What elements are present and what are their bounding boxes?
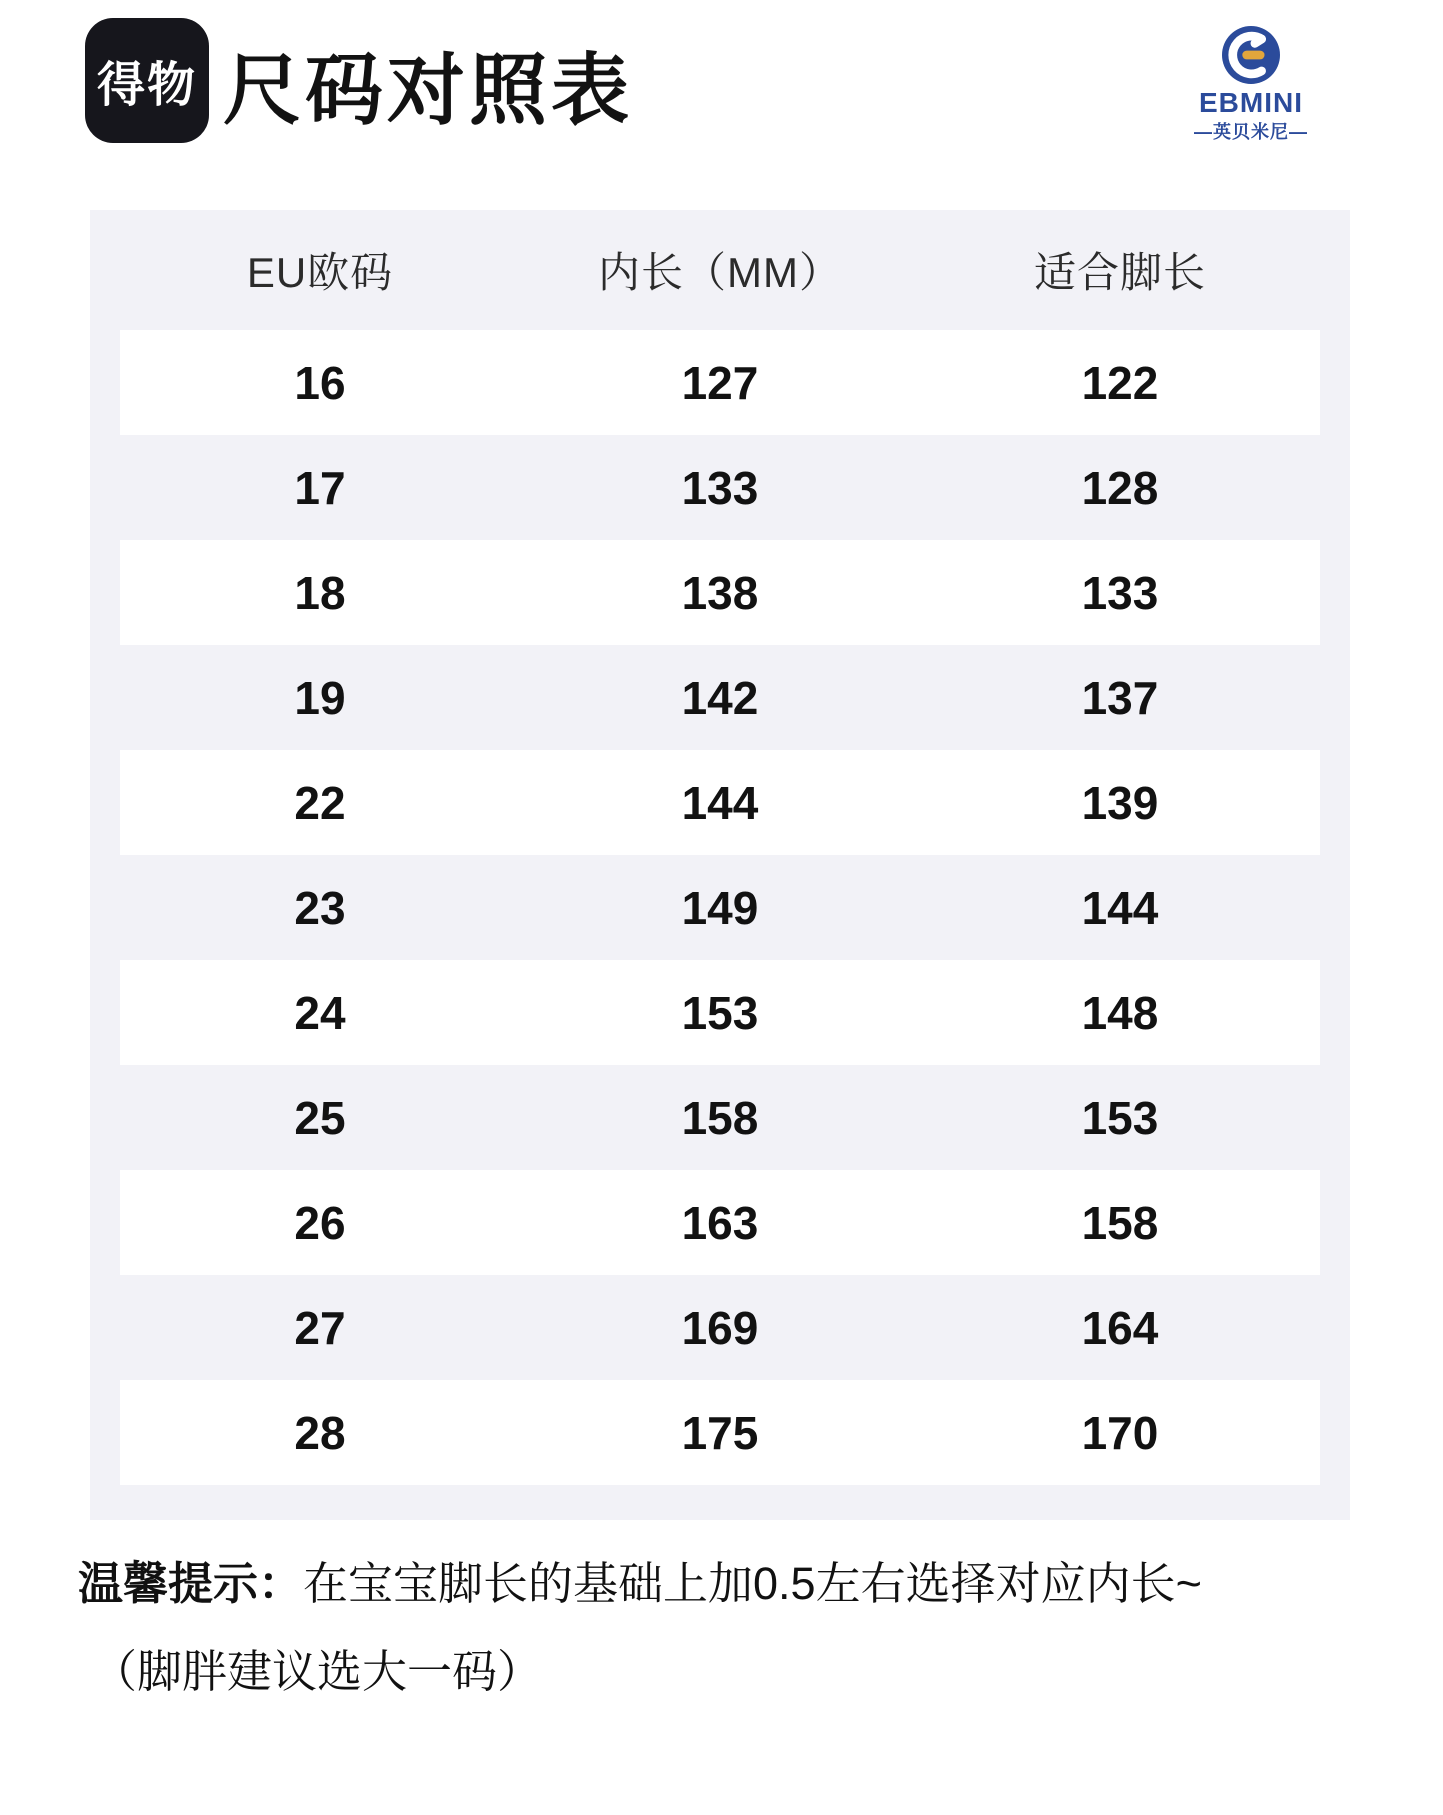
table-row (120, 1275, 1320, 1380)
foot-length-cell: 170 (1081, 1406, 1159, 1459)
table-body (120, 330, 1320, 1485)
inner-length-cell: 142 (681, 671, 759, 724)
dewu-logo-text: 得物 (96, 59, 197, 112)
foot-length-cell: 158 (1081, 1196, 1159, 1249)
table-row (120, 645, 1320, 750)
column-header-inner-length: 内长（MM） (597, 249, 842, 296)
tip-label: 温馨提示： (78, 1558, 304, 1609)
eu-size-cell: 17 (294, 461, 346, 514)
inner-length-cell: 163 (681, 1196, 759, 1249)
eu-size-cell: 18 (294, 566, 346, 619)
tip-note (78, 1556, 1383, 1701)
table-row (120, 960, 1320, 1065)
table-row (120, 855, 1320, 960)
page-header (0, 0, 1443, 210)
foot-length-cell: 133 (1081, 566, 1159, 619)
eu-size-cell: 19 (294, 671, 346, 724)
table-row (120, 1170, 1320, 1275)
foot-length-cell: 139 (1081, 776, 1159, 829)
eu-size-cell: 26 (294, 1196, 346, 1249)
foot-length-cell: 137 (1081, 671, 1159, 724)
table-row (120, 540, 1320, 645)
inner-length-cell: 153 (681, 986, 759, 1039)
eu-size-cell: 22 (294, 776, 346, 829)
table-header-row (120, 210, 1320, 330)
page-title: 尺码对照表 (223, 46, 634, 134)
column-header-eu-size: EU欧码 (246, 249, 394, 296)
foot-length-cell: 122 (1081, 356, 1159, 409)
tip-line1 (78, 1556, 1383, 1612)
eu-size-cell: 16 (294, 356, 346, 409)
foot-length-cell: 148 (1081, 986, 1159, 1039)
tip-text: 在宝宝脚长的基础上加0.5左右选择对应内长~ (303, 1558, 1202, 1609)
inner-length-cell: 127 (681, 356, 759, 409)
table-row (120, 750, 1320, 855)
tip-line2: （脚胖建议选大一码） (92, 1646, 543, 1698)
brand-chinese-name: —英贝米尼— (1194, 122, 1308, 142)
eu-size-cell: 27 (294, 1301, 346, 1354)
inner-length-cell: 144 (681, 776, 759, 829)
inner-length-cell: 175 (681, 1406, 759, 1459)
eu-size-cell: 24 (294, 986, 346, 1039)
inner-length-cell: 169 (681, 1301, 759, 1354)
table-row (120, 330, 1320, 435)
dewu-logo-icon (85, 18, 209, 143)
inner-length-cell: 133 (681, 461, 759, 514)
inner-length-cell: 158 (681, 1091, 759, 1144)
eu-size-cell: 28 (294, 1406, 346, 1459)
brand-name: EBMINI (1199, 87, 1303, 118)
foot-length-cell: 164 (1081, 1301, 1159, 1354)
foot-length-cell: 153 (1081, 1091, 1159, 1144)
table-row (120, 435, 1320, 540)
table-row (120, 1380, 1320, 1485)
eu-size-cell: 23 (294, 881, 346, 934)
eu-size-cell: 25 (294, 1091, 346, 1144)
column-header-foot-length: 适合脚长 (1033, 249, 1206, 296)
foot-length-cell: 128 (1081, 461, 1159, 514)
size-table (90, 210, 1350, 1520)
foot-length-cell: 144 (1081, 881, 1159, 934)
inner-length-cell: 138 (681, 566, 759, 619)
brand-block (1186, 26, 1316, 141)
ebmini-logo-icon (1222, 26, 1280, 84)
inner-length-cell: 149 (681, 881, 759, 934)
table-row (120, 1065, 1320, 1170)
